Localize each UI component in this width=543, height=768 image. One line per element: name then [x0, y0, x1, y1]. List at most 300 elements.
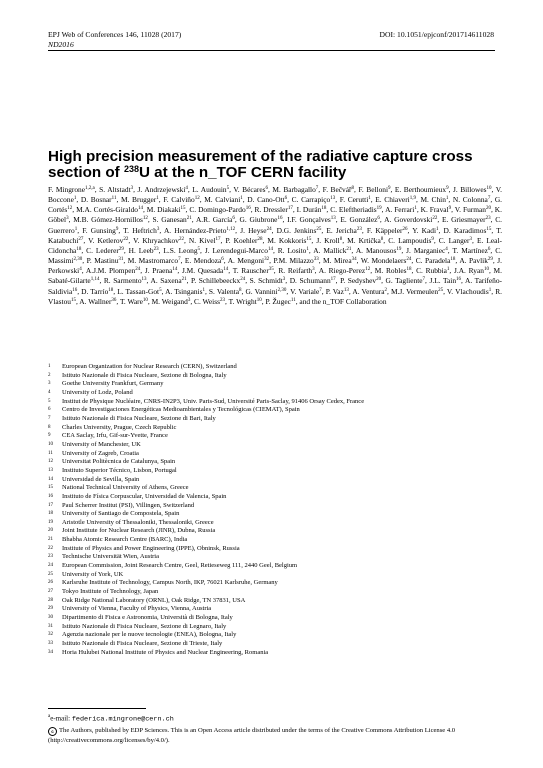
author-affiliation-ref: 14 — [137, 206, 143, 212]
author-name: T. Martínez — [452, 245, 488, 255]
author-affiliation-ref: 25 — [316, 226, 322, 232]
author-name: V. Furman — [454, 205, 486, 215]
author — [189, 236, 221, 245]
author-affiliation-ref: 24 — [266, 226, 272, 232]
affiliation-text: Charles University, Prague, Czech Republic — [62, 423, 177, 431]
author-name: W. Mondelaers — [360, 256, 407, 266]
author-name: F. Bečvář — [322, 185, 352, 194]
author — [316, 236, 342, 245]
author-name: J. Heyse — [240, 225, 267, 235]
author-affiliation-ref: 17 — [215, 236, 221, 242]
author-name: J. Billowes — [452, 185, 487, 194]
author — [420, 195, 448, 204]
author — [76, 205, 143, 214]
author-name: V. Ketlerov — [88, 235, 124, 245]
author-name: M. Sabaté-Gilarte — [48, 266, 502, 286]
author-name: J. Perkowski — [48, 256, 502, 276]
affiliation-text: Istituto Nazionale di Fisica Nucleare, Sezione di Legnaro, Italy — [62, 622, 227, 630]
author-name: K. Göbel — [48, 205, 502, 225]
author-name: E. Mendoza — [184, 256, 222, 266]
author-affiliation-ref: 10 — [256, 297, 262, 303]
author-name: C. Domingo-Pardo — [189, 205, 246, 215]
author — [412, 226, 438, 235]
author-name: V. Boccone — [48, 185, 502, 205]
author-affiliation-ref: 9 — [115, 226, 119, 232]
affiliation-number: 18 — [48, 511, 53, 517]
author-name: M. Weigand — [151, 296, 188, 306]
author-name: L. Audouin — [192, 185, 227, 194]
author — [247, 195, 287, 204]
author-affiliation-ref: 5 — [197, 246, 201, 252]
isotope-mass-number: 238 — [123, 163, 139, 174]
footnote-marker: a — [48, 714, 51, 719]
affiliation-number: 1 — [48, 364, 51, 369]
author — [229, 297, 262, 306]
author-affiliation-ref: 6 — [221, 257, 224, 263]
author-affiliation-ref: 7 — [319, 287, 322, 293]
author-name: I.F. Gonçalves — [287, 215, 331, 225]
author-name: M. Krtička — [347, 235, 381, 245]
author-affiliation-ref: 1 — [156, 196, 159, 202]
author-affiliation-ref: 15 — [71, 297, 76, 303]
author-name: C. Guerrero — [48, 215, 502, 235]
author-affiliation-ref: 18 — [450, 257, 456, 263]
email-label: e-mail: — [50, 714, 72, 723]
author-name: J. Praena — [144, 266, 173, 276]
author-affiliation-ref: 13 — [141, 277, 147, 283]
affiliation-item — [48, 545, 364, 554]
author — [459, 256, 493, 265]
affiliation-item — [48, 415, 364, 424]
affiliation-item — [48, 493, 364, 502]
affiliation-item — [48, 441, 364, 450]
author-affiliation-ref: 1 — [368, 196, 371, 202]
author-name: E. Jericha — [326, 225, 357, 235]
author-name: V. Khryachkov — [133, 235, 179, 245]
author-affiliation-ref: 18 — [108, 287, 114, 293]
author — [81, 287, 113, 296]
affiliation-item — [48, 649, 364, 658]
author-affiliation-ref: 1 — [74, 226, 78, 232]
author-name: P. Koehler — [225, 235, 258, 245]
author-name: G. Giubrone — [239, 215, 278, 225]
author-affiliation-ref: 1 — [436, 226, 439, 232]
author — [388, 236, 434, 245]
affiliation-item — [48, 614, 364, 623]
author-affiliation-ref: 10 — [142, 297, 148, 303]
affiliation-number: 28 — [48, 597, 53, 603]
affiliation-text: Istituto Nazionale di Fisica Nucleare, Sezione di Bologna, Italy — [62, 371, 227, 379]
affiliation-text: Istituto Nazionale di Fisica Nucleare, Sezione di Bari, Italy — [62, 414, 216, 422]
affiliation-text: University of York, UK — [62, 570, 124, 578]
affiliation-number: 32 — [48, 632, 53, 638]
author — [367, 226, 408, 235]
author-name: F. Gunsing — [82, 225, 116, 235]
affiliation-number: 5 — [48, 398, 51, 404]
author-name: H. Leeb — [128, 245, 154, 255]
affiliation-number: 21 — [48, 537, 53, 543]
author-affiliation-ref: 12 — [67, 206, 73, 212]
affiliation-item — [48, 579, 364, 588]
author-name: R. Dressler — [254, 205, 288, 215]
author-name: A. Pavlik — [459, 256, 488, 266]
author-name: C. Weiss — [194, 296, 220, 306]
author — [447, 287, 491, 296]
author — [340, 195, 371, 204]
author-name: P. Sedyshev — [340, 276, 377, 286]
author — [290, 276, 336, 285]
author-affiliation-ref: 1 — [445, 196, 449, 202]
author-name: L. Tassan-Got — [117, 286, 160, 296]
author — [194, 297, 225, 306]
affiliation-text: University of Zagreb, Croatia — [62, 449, 139, 457]
author — [133, 236, 184, 245]
author-name: A. Ventura — [352, 286, 385, 296]
author-name: M. Mirea — [323, 256, 352, 266]
author-affiliation-ref: 23 — [485, 216, 491, 222]
author — [128, 256, 181, 265]
author-affiliation-ref: 33 — [313, 257, 319, 263]
author-name: N. Colonna — [452, 195, 488, 205]
author-name: A. Manousos — [355, 245, 397, 255]
author-affiliation-ref: 10 — [486, 186, 492, 191]
author-affiliation-ref: 23 — [220, 297, 225, 303]
author-affiliation-ref: 21 — [346, 246, 352, 252]
affiliation-number: 31 — [48, 623, 53, 629]
author — [191, 276, 245, 285]
author — [406, 246, 448, 255]
conference-name: ND2016 — [48, 39, 74, 49]
affiliation-text: Goethe University Frankfurt, Germany — [62, 380, 164, 388]
affiliation-text: Joint Institute for Nuclear Research (JINR), Dubna, Russia — [62, 527, 216, 535]
author-affiliation-ref: 35 — [268, 267, 274, 273]
author-name: D. Karadimos — [443, 225, 487, 235]
author — [163, 246, 200, 255]
author — [117, 287, 161, 296]
author — [272, 185, 318, 194]
author-name: V. Vlachoudis — [446, 286, 489, 296]
affiliation-text: Istituto Nazionale di Fisica Nucleare, Sezione di Trieste, Italy — [62, 640, 223, 647]
author-name: P. Mastinu — [86, 256, 119, 266]
author-name: C. Lederer — [86, 245, 119, 255]
author — [145, 266, 178, 275]
affiliation-number: 24 — [48, 563, 53, 569]
author-affiliation-ref: 3 — [187, 297, 191, 303]
author-name: G. Vannini — [245, 286, 278, 296]
author — [265, 297, 295, 306]
author — [82, 226, 118, 235]
author-name: M. Calviani — [204, 195, 241, 205]
author-name: A. Tarifeño-Saldivia — [48, 276, 503, 296]
author-affiliation-ref: 1,2,a — [85, 186, 95, 191]
author — [453, 195, 490, 204]
author-name: M.J. Vermeulen — [390, 286, 439, 296]
author-name: A. Riego-Perez — [318, 266, 366, 276]
affiliation-list — [48, 363, 364, 657]
author-affiliation-ref: 8 — [239, 287, 242, 293]
affiliation-item — [48, 424, 364, 433]
author-name: P. Schillebeeckx — [191, 276, 241, 286]
author-affiliation-ref: 12 — [142, 216, 148, 222]
author-name: A. Mengoni — [227, 256, 265, 266]
affiliation-item — [48, 640, 364, 649]
affiliation-item — [48, 502, 364, 511]
author-affiliation-ref: 25 — [438, 287, 444, 293]
affiliation-text: Institut de Physique Nucléaire, CNRS-IN2P3, Univ. Paris-Sud, Université Paris-Saclay, 91406 Orsay Cedex, France — [62, 397, 365, 405]
author — [297, 205, 327, 214]
author — [147, 205, 186, 214]
license-text: The Authors, published by EDP Sciences. This is an Open Access article distributed under the terms of the Creative Commons Attribution License 4.0 (http://creativecommons.org/licenses/by/4.0/). — [48, 727, 456, 744]
author-affiliation-ref: 12 — [194, 196, 200, 202]
author-affiliation-ref: 1 — [73, 196, 77, 202]
author — [225, 236, 262, 245]
affiliation-text: Centro de Investigaciones Energéticas Medioambientales y Tecnológicas (CIEMAT), Spain — [62, 406, 300, 414]
affiliation-text: Paul Scherrer Institut (PSI), Villingen, Switzerland — [62, 501, 195, 509]
author-name: E. Berthoumieux — [394, 185, 447, 194]
author — [454, 266, 489, 275]
author-name: A. Mallick — [313, 245, 347, 255]
author-affiliation-ref: 26 — [402, 226, 408, 232]
author — [189, 205, 250, 214]
license-notice — [48, 726, 500, 746]
affiliation-text: University of Manchester, UK — [62, 440, 141, 448]
author — [292, 195, 336, 204]
author-name: I. Durán — [296, 205, 322, 215]
author-affiliation-ref: 10 — [483, 267, 489, 273]
author-affiliation-ref: 17 — [287, 206, 293, 212]
affiliation-item — [48, 406, 364, 415]
author-name: N. Kivel — [188, 235, 216, 245]
author-name: R. Sarmento — [103, 276, 142, 286]
author — [287, 215, 336, 224]
affiliation-number: 4 — [48, 389, 51, 395]
author-name: J. Marganiec — [406, 245, 446, 255]
author — [209, 287, 242, 296]
author-name: V. Bécares — [233, 185, 266, 194]
author — [245, 287, 286, 296]
author-affiliation-ref: 19 — [396, 246, 402, 252]
author-affiliation-ref: 16 — [245, 206, 251, 212]
affiliation-text: Institute of Physics and Power Engineering (IPPE), Obninsk, Russia — [62, 544, 240, 552]
author-name: A. Wallner — [79, 296, 112, 306]
author-affiliation-ref: 1,9 — [409, 196, 416, 202]
author — [121, 195, 159, 204]
author-name: C. Lampoudis — [388, 235, 432, 245]
author-affiliation-ref: 18 — [321, 206, 327, 212]
affiliation-text: European Organization for Nuclear Research (CERN), Switzerland — [62, 363, 237, 370]
affiliation-text: University of Lodz, Poland — [62, 388, 133, 396]
author — [204, 195, 243, 204]
affiliation-number: 17 — [48, 502, 53, 508]
author — [165, 287, 205, 296]
author-affiliation-ref: 9 — [446, 186, 449, 191]
author-name: J.A. Ryan — [454, 266, 484, 276]
author — [153, 215, 192, 224]
affiliation-number: 26 — [48, 580, 53, 586]
author — [152, 297, 191, 306]
author-affiliation-ref: 4 — [185, 186, 188, 191]
author-name: Y. Kadi — [412, 225, 437, 235]
author — [330, 205, 381, 214]
doi-header[interactable]: DOI: 10.1051/epjconf/201714611028 — [379, 30, 494, 39]
affiliation-number: 27 — [48, 589, 53, 595]
author-name: F. Käppeler — [366, 225, 403, 235]
author-affiliation-ref: 4 — [79, 267, 82, 273]
author — [361, 256, 412, 265]
affiliation-item — [48, 510, 364, 519]
author-affiliation-ref: 2 — [384, 287, 388, 293]
author-name: E. González — [340, 215, 378, 225]
author — [163, 195, 199, 204]
affiliation-item — [48, 372, 364, 381]
affiliation-text: Horia Hulubei National Institute of Physics and Nuclear Engineering, Romania — [62, 648, 269, 656]
affiliation-number: 12 — [48, 459, 53, 465]
author — [267, 236, 311, 245]
author-affiliation-ref: 1,12 — [226, 226, 236, 232]
copyright-cc-icon: c — [48, 727, 57, 736]
affiliation-text: Universitat Politècnica de Catalunya, Spain — [62, 458, 176, 466]
author — [347, 236, 383, 245]
affiliation-text: University of Santiago de Compostela, Spain — [62, 510, 180, 518]
author-affiliation-ref: 4 — [445, 246, 448, 252]
author-name: R. Losito — [277, 245, 307, 255]
author-affiliation-ref: 13 — [330, 196, 336, 202]
author — [442, 215, 491, 224]
author — [352, 287, 387, 296]
email-address[interactable]: federica.mingrone@cern.ch — [71, 715, 174, 724]
affiliation-text: Tokyo Institute of Technology, Japan — [62, 588, 159, 596]
author-affiliation-ref: 7 — [178, 257, 181, 263]
author — [138, 185, 188, 194]
author — [313, 246, 351, 255]
affiliation-item — [48, 519, 364, 528]
author — [250, 276, 286, 285]
author-name: C. Eleftheriadis — [330, 205, 377, 215]
affiliation-text: Instituto Superior Técnico, Lisbon, Portugal — [62, 466, 177, 474]
affiliation-text: CEA Saclay, Irfu, Gif-sur-Yvette, France — [62, 432, 168, 440]
author — [205, 246, 273, 255]
author-affiliation-ref: 17 — [330, 277, 336, 283]
affiliation-number: 7 — [48, 415, 51, 421]
author-affiliation-ref: 3 — [312, 267, 315, 273]
author — [104, 276, 147, 285]
author-affiliation-ref: 29 — [118, 246, 124, 252]
author — [319, 266, 370, 275]
author-affiliation-ref: 8 — [351, 186, 354, 191]
author-name: M. Barbagallo — [272, 185, 316, 194]
author-affiliation-ref: 2,30 — [277, 287, 287, 293]
author — [86, 246, 124, 255]
affiliation-number: 14 — [48, 476, 53, 482]
author-name: M.A. Cortés-Giraldo — [76, 205, 138, 215]
author-name: M. Diakaki — [146, 205, 181, 215]
author — [196, 215, 235, 224]
author-name: C. Langer — [438, 235, 470, 245]
author — [88, 236, 128, 245]
author-affiliation-ref: 36 — [111, 297, 117, 303]
author-name: D.G. Jenkins — [276, 225, 317, 235]
affiliation-item — [48, 571, 364, 580]
author-name: R. Vlastou — [48, 286, 502, 306]
affiliation-number: 34 — [48, 649, 53, 655]
author-affiliation-ref: 16 — [72, 287, 78, 293]
author-affiliation-ref: 18 — [406, 267, 412, 273]
affiliation-number: 13 — [48, 467, 53, 473]
author-affiliation-ref: 1 — [202, 287, 205, 293]
author-affiliation-ref: 32 — [264, 257, 270, 263]
author — [129, 246, 159, 255]
author-affiliation-ref: 1 — [446, 267, 450, 273]
author-name: L.S. Leong — [163, 245, 198, 255]
author — [123, 226, 159, 235]
author — [277, 226, 322, 235]
author-name: E. Griesmayer — [441, 215, 486, 225]
title-text-after: U at the n_TOF CERN facility — [138, 163, 347, 181]
author — [185, 256, 224, 265]
author — [439, 236, 472, 245]
author — [444, 226, 492, 235]
author-name: T. Katabuchi — [48, 225, 503, 245]
author-name: A. Tsinganis — [165, 286, 203, 296]
affiliation-text: European Commission, Joint Research Centre, Geel, Retieseweg 111, 2440 Geel, Belgium — [62, 562, 298, 570]
affiliation-text: Universidad de Sevilla, Spain — [62, 475, 140, 483]
author-name: M. Mastromarco — [127, 256, 179, 266]
affiliation-item — [48, 389, 364, 398]
author — [356, 246, 402, 255]
author-name: F. Mingrone — [48, 185, 86, 194]
affiliation-text: Aristotle University of Thessaloniki, Thessaloniki, Greece — [62, 518, 214, 526]
author-affiliation-ref: 28 — [257, 236, 263, 242]
author-name: G. Cortés — [48, 195, 502, 215]
author-affiliation-ref: 2,30 — [73, 257, 83, 263]
author-name: A. Ferrari — [385, 205, 415, 215]
author-affiliation-ref: 13 — [330, 216, 336, 222]
author-affiliation-ref: 6 — [265, 186, 269, 191]
author-affiliation-ref: 23 — [153, 246, 159, 252]
author — [255, 205, 293, 214]
author-affiliation-ref: 21 — [181, 277, 187, 283]
author-name: J.L. Tain — [429, 276, 457, 286]
author — [164, 226, 235, 235]
author-affiliation-ref: 15 — [486, 226, 492, 232]
author-affiliation-ref: 7 — [487, 196, 491, 202]
affiliation-item — [48, 631, 364, 640]
author-name: G. Tagliente — [385, 276, 423, 286]
affiliation-text: Agenzia nazionale per le nuove tecnologie (ENEA), Bologna, Italy — [62, 631, 237, 639]
author-name: D. Tarrío — [81, 286, 109, 296]
author-affiliation-ref: 16 — [277, 216, 283, 222]
author — [429, 276, 461, 285]
author — [278, 266, 314, 275]
author-affiliation-ref: 6 — [284, 196, 288, 202]
author-affiliation-ref: 5 — [226, 186, 230, 191]
author-affiliation-ref: 18 — [76, 246, 82, 252]
author-name: M. Brugger — [120, 195, 157, 205]
author — [395, 185, 449, 194]
author-affiliation-ref: 8 — [380, 236, 384, 242]
author — [384, 215, 437, 224]
author — [73, 215, 148, 224]
author — [86, 266, 140, 275]
author-affiliation-ref: 6 — [487, 246, 491, 252]
author-name: C. Rubbia — [416, 266, 447, 276]
author-affiliation-ref: 7 — [422, 277, 426, 283]
author — [151, 276, 187, 285]
author-name: P. Vaz — [325, 286, 344, 296]
affiliation-text: Oak Ridge National Laboratory (ORNL), Oak Ridge, TN 37831, USA — [62, 596, 246, 604]
affiliation-number: 9 — [48, 433, 51, 439]
author — [228, 256, 269, 265]
